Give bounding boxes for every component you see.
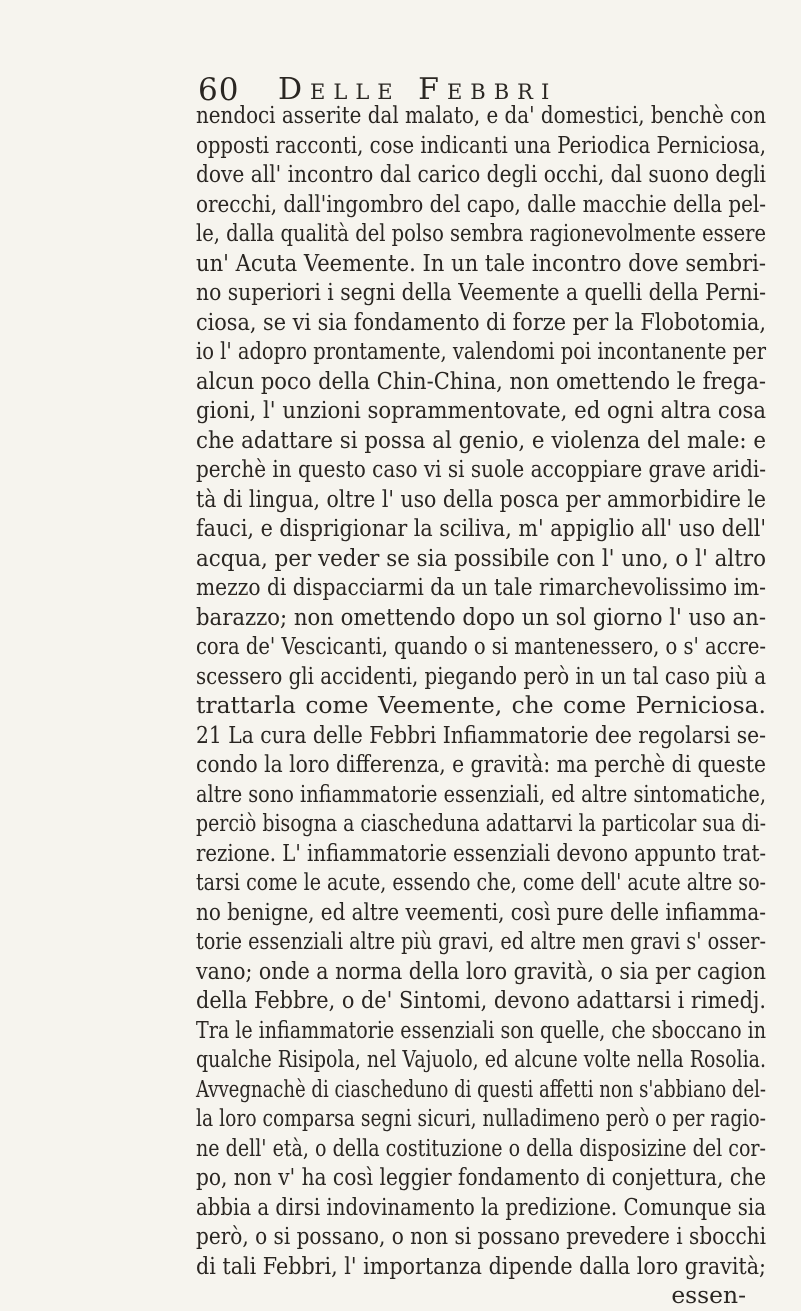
text-line: mezzo di dispacciarmi da un tale rimarchevolissimo im-	[196, 573, 766, 601]
text-line: fauci, e disprigionar la sciliva, m' appiglio all' uso dell'	[196, 514, 766, 542]
text-line: essen-	[671, 1281, 746, 1309]
text-line: 21 La cura delle Febbri Infiammatorie dee regolarsi se-	[196, 720, 766, 749]
text-line: rezione. L' infiammatorie essenziali devono appunto trat-	[196, 838, 766, 867]
text-line: della Febbre, o de' Sintomi, devono adattarsi i rimedj.	[196, 986, 766, 1014]
text-line: gioni, l' unzioni soprammentovate, ed ogni altra cosa	[196, 396, 766, 424]
text-line: trattarla come Veemente, che come Perniciosa.	[196, 691, 766, 719]
text-line: Avvegnachè di ciascheduno di questi affetti non s'abbiano del-	[196, 1074, 766, 1103]
text-line: orecchi, dall'ingombro del capo, dalle macchie della pel-	[196, 189, 766, 218]
text-line: dove all' incontro dal carico degli occhi, dal suono degli	[196, 160, 766, 188]
text-line: perchè in questo caso vi si suole accoppiare grave aridi-	[196, 455, 766, 483]
text-line: opposti racconti, cose indicanti una Periodica Perniciosa,	[196, 130, 766, 159]
text-line: scessero gli accidenti, piegando però in un tal caso più a	[196, 661, 766, 690]
text-line: nendoci asserite dal malato, e da' domestici, benchè con	[196, 101, 766, 129]
text-line: vano; onde a norma della loro gravità, o sia per cagion	[196, 956, 766, 985]
text-line: barazzo; non omettendo dopo un sol giorno l' uso an-	[196, 602, 766, 631]
text-line: abbia a dirsi indovinamento la predizione. Comunque sia	[196, 1192, 766, 1221]
text-line: po, non v' ha così leggier fondamento di conjettura, che	[196, 1163, 766, 1191]
text-line: alcun poco della Chin-China, non omettendo le frega-	[196, 366, 766, 395]
text-line: che adattare si possa al genio, e violenza del male: e	[196, 425, 766, 454]
text-line: tà di lingua, oltre l' uso della posca per ammorbidire le	[196, 484, 766, 513]
text-line: tarsi come le acute, essendo che, come dell' acute altre so-	[196, 868, 766, 896]
text-line: acqua, per veder se sia possibile con l' uno, o l' altro	[196, 543, 766, 572]
running-title: Delle Febbri	[278, 72, 558, 107]
text-line: no benigne, ed altre veementi, così pure delle infiamma-	[196, 897, 766, 926]
text-line: io l' adopro prontamente, valendomi poi incontanente per	[196, 337, 766, 365]
text-line: altre sono infiammatorie essenziali, ed altre sintomatiche,	[196, 779, 766, 808]
text-line: perciò bisogna a ciascheduna adattarvi la particolar sua di-	[196, 809, 766, 837]
text-line: un' Acuta Veemente. In un tale incontro dove sembri-	[196, 248, 766, 277]
text-line: no superiori i segni della Veemente a quelli della Perni-	[196, 278, 766, 306]
text-line: le, dalla qualità del polso sembra ragionevolmente essere	[196, 219, 766, 247]
text-line: Tra le infiammatorie essenziali son quelle, che sboccano in	[196, 1015, 766, 1044]
text-line: condo la loro differenza, e gravità: ma perchè di queste	[196, 750, 766, 778]
text-line: cora de' Vescicanti, quando o si mantenessero, o s' accre-	[196, 632, 766, 660]
text-line: però, o si possano, o non si possano prevedere i sbocchi	[196, 1222, 766, 1250]
text-line: di tali Febbri, l' importanza dipende dalla loro gravità;	[196, 1251, 766, 1280]
page-number: 60	[198, 72, 240, 108]
text-line: ciosa, se vi sia fondamento di forze per la Flobotomia,	[196, 307, 766, 336]
text-line: qualche Risipola, nel Vajuolo, ed alcune volte nella Rosolia.	[196, 1045, 766, 1073]
text-line: torie essenziali altre più gravi, ed altre men gravi s' osser-	[196, 927, 766, 955]
text-line: ne dell' età, o della costituzione o della disposizine del cor-	[196, 1133, 766, 1162]
body-text	[196, 101, 766, 1311]
text-line: la loro comparsa segni sicuri, nulladimeno però o per ragio-	[196, 1104, 766, 1132]
